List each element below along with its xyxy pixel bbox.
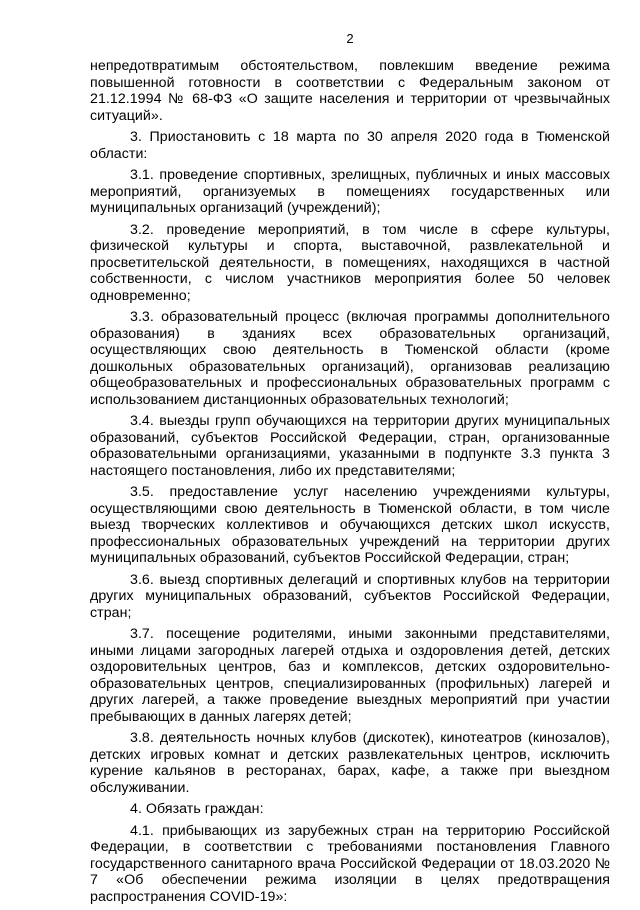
paragraph-item-3-5: 3.5. предоставление услуг населению учреждениями культуры, осуществляющими свою деятельность в Тюменской области, в том числе выезд творческих коллективов и обучающихся детских школ искусств, профессиональных образовательных учреждений на территории других муниципальных образований, субъектов Российской Федерации, стран;	[90, 484, 610, 566]
paragraph-item-3-1: 3.1. проведение спортивных, зрелищных, публичных и иных массовых мероприятий, организуемых в помещениях государственных или муниципальных организаций (учреждений);	[90, 167, 610, 216]
page-number: 2	[346, 31, 354, 46]
paragraph-item-3-3: 3.3. образовательный процесс (включая программы дополнительного образования) в зданиях всех образовательных организаций, осуществляющих свою деятельность в Тюменской области (кроме дошкольных образовательных организаций), организовав реализацию общеобразовательных и профессиональных образовательных программ с использованием дистанционных образовательных технологий;	[90, 309, 610, 408]
paragraph-item-3-4: 3.4. выезды групп обучающихся на территории других муниципальных образований, субъектов Российской Федерации, стран, организованные образовательными организациями, указанными в подпункте 3.3 пункта 3 настоящего постановления, либо их представителями;	[90, 413, 610, 479]
paragraph-continuation: непредотвратимым обстоятельством, повлекшим введение режима повышенной готовности в соответствии с Федеральным законом от 21.12.1994 № 68-ФЗ «О защите населения и территории от чрезвычайных ситуаций».	[90, 58, 610, 124]
paragraph-item-3-7: 3.7. посещение родителями, иными законными представителями, иными лицами загородных лагерей отдыха и оздоровления детей, детских оздоровительных центров, баз и комплексов, детских оздоровительно-образовательных центров, специализированных (профильных) лагерей и других лагерей, а также проведение выездных мероприятий при участии пребывающих в данных лагерях детей;	[90, 626, 610, 725]
paragraph-item-4: 4. Обязать граждан:	[130, 801, 264, 817]
paragraph-item-3-6: 3.6. выезд спортивных делегаций и спортивных клубов на территории других муниципальных образований, субъектов Российской Федерации, стран;	[90, 571, 610, 621]
paragraph-item-4-1: 4.1. прибывающих из зарубежных стран на территорию Российской Федерации, в соответствии с требованиями постановления Главного государственного санитарного врача Российской Федерации от 18.03.2020 № 7 «Об обеспечении режима изоляции в целях предотвращения распространения COVID-19»:	[90, 822, 610, 905]
paragraph-item-3-2: 3.2. проведение мероприятий, в том числе в сфере культуры, физической культуры и спорта, выставочной, развлекательной и просветительской деятельности, в помещениях, находящихся в частной собственности, с числом участников мероприятия более 50 человек одновременно;	[90, 221, 610, 304]
document-page	[90, 30, 610, 910]
paragraph-item-3: 3. Приостановить с 18 марта по 30 апреля 2020 года в Тюменской области:	[90, 129, 610, 162]
paragraph-item-3-8: 3.8. деятельность ночных клубов (дискотек), кинотеатров (кинозалов), детских игровых комнат и детских развлекательных центров, исключить курение кальянов в ресторанах, барах, кафе, а также при выездном обслуживании.	[90, 730, 610, 796]
